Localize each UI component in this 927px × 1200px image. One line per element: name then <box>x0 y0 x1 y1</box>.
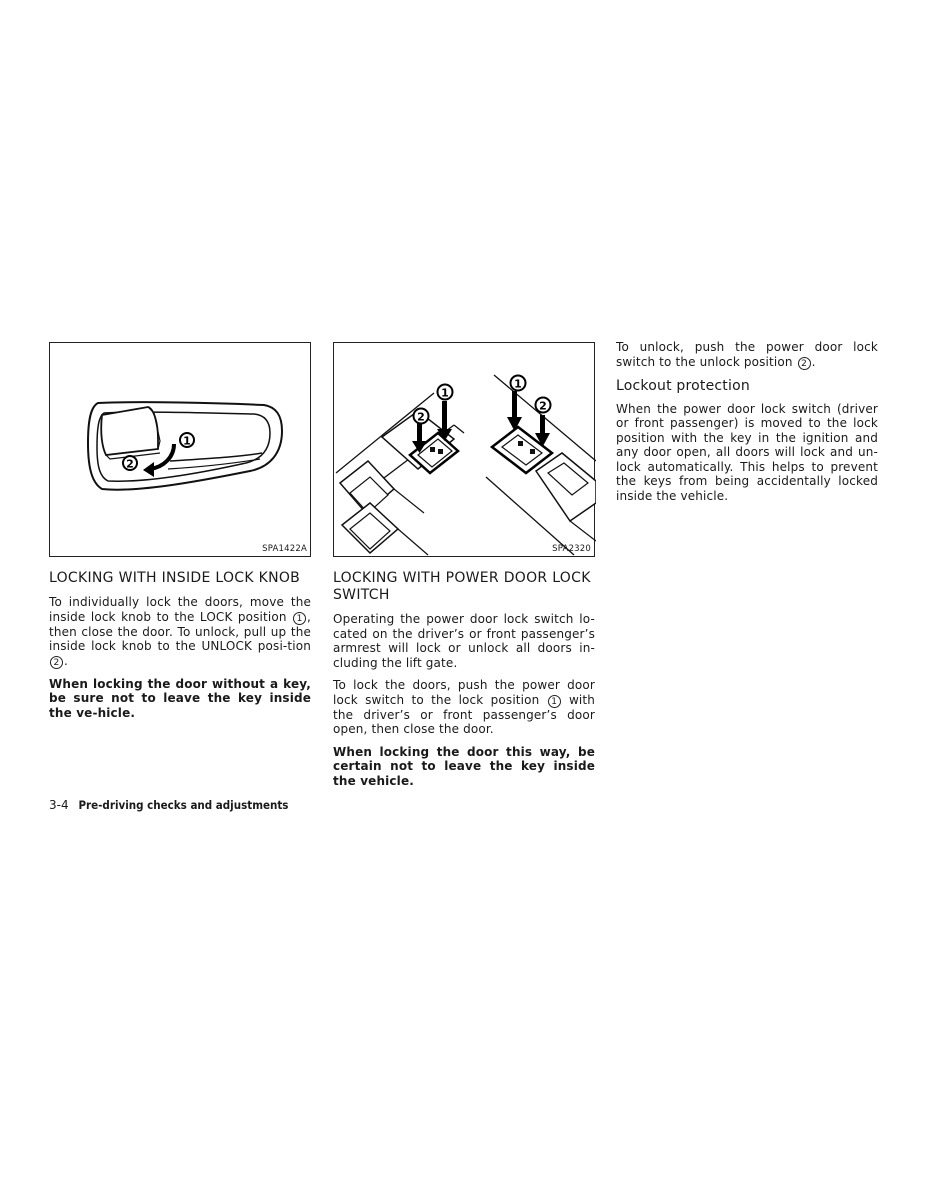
figure-power-lock-switch <box>333 342 595 557</box>
callout-1-inline: 1 <box>293 612 306 625</box>
section-title: Pre-driving checks and adjustments <box>78 798 289 812</box>
section-heading: LOCKING WITH INSIDE LOCK KNOB <box>49 570 301 586</box>
paragraph: To individually lock the doors, move the inside lock knob to the LOCK position 1 , then close the door. To unlock, pull up the inside lock knob to the UNLOCK posi-tion 2 . <box>49 595 312 668</box>
paragraph: To lock the doors, push the power door lock switch to the lock position 1 with the driver’s or front passenger’s door open, then close the door. <box>333 678 595 736</box>
callout-2-left: 2 <box>417 410 425 424</box>
paragraph: When the power door lock switch (driver or front passenger) is moved to the lock position with the key in the ignition and any door open, all doors will lock and un-lock automatically. This helps to prevent the keys from being accidentally locked inside the vehicle. <box>616 401 878 503</box>
column-power-door-lock <box>333 570 595 796</box>
figure-code: SPA1422A <box>262 544 307 554</box>
subheading: Lockout protection <box>616 377 750 394</box>
paragraph: Operating the power door lock switch lo-cated on the driver’s or front passenger’s armrest will lock or unlock all doors in-cluding the lift gate. <box>333 612 595 670</box>
power-switch-illustration <box>334 343 596 558</box>
page-footer <box>49 798 288 812</box>
callout-1-right: 1 <box>514 377 522 391</box>
callout-2-inline: 2 <box>798 357 811 370</box>
section-heading: LOCKING WITH POWER DOOR LOCK SWITCH <box>333 570 591 603</box>
callout-1-inline: 1 <box>548 695 561 708</box>
column-unlock-lockout <box>616 340 878 511</box>
door-handle-illustration <box>50 343 312 558</box>
callout-1-left: 1 <box>441 386 449 400</box>
column-inside-lock-knob <box>49 570 311 728</box>
figure-inside-lock-knob <box>49 342 311 557</box>
warning-text: When locking the door this way, be certain not to leave the key inside the vehicle. <box>333 744 595 788</box>
page-number: 3-4 <box>49 798 69 812</box>
callout-1: 1 <box>183 434 191 448</box>
paragraph: To unlock, push the power door lock switch to the unlock position 2 . <box>616 340 878 369</box>
warning-text: When locking the door without a key, be sure not to leave the key inside the ve-hicle. <box>49 676 311 720</box>
callout-2-inline: 2 <box>50 656 63 669</box>
callout-2-right: 2 <box>539 399 547 413</box>
callout-2: 2 <box>126 457 134 471</box>
figure-code: SPA2320 <box>552 544 591 554</box>
